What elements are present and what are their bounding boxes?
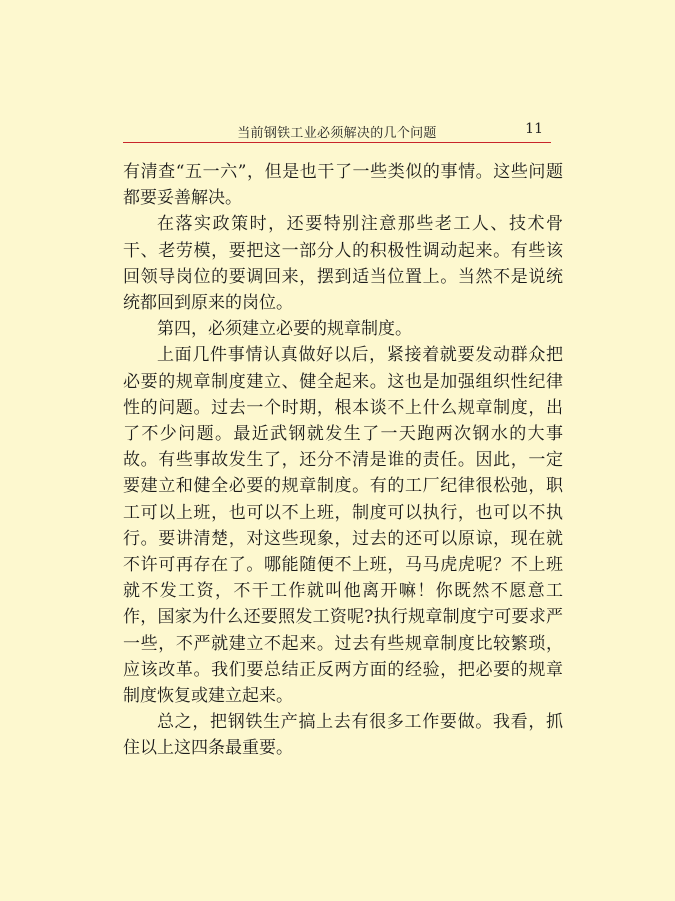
section-heading: 第四，必须建立必要的规章制度。 — [157, 319, 412, 340]
chapter-title: 当前钢铁工业必须解决的几个问题 — [237, 126, 437, 141]
paragraph: 上面几件事情认真做好以后，紧接着就要发动群众把必要的规章制度建立、健全起来。这也是加强组织性纪律性的问题。过去一个时期，根本谈不上什么规章制度，出了不少问题。最近武钢就发生了一天跑两次钢水的大事故。有些事故发生了，还分不清是谁的责任。因此，一定要建立和健全必要的规章制度。有的工厂纪律很松弛，职工可以上班，也可以不上班，制度可以执行，也可以不执行。要讲清楚，对这些现象，过去的还可以原谅，现在就不许可再存在了。哪能随便不上班，马马虎虎呢？不上班就不发工资，不干工作就叫他离开嘛！你既然不愿意工作，国家为什么还要照发工资呢?执行规章制度宁可要求严一些，不严就建立不起来。过去有些规章制度比较繁琐，应该改革。我们要总结正反两方面的经验，把必要的规章制度恢复或建立起来。 — [123, 345, 563, 707]
paragraph: 总之，把钢铁生产搞上去有很多工作要做。我看，抓住以上这四条最重要。 — [123, 712, 563, 759]
body-text — [123, 159, 563, 762]
paragraph: 有清查“五一六”，但是也干了一些类似的事情。这些问题都要妥善解决。 — [123, 162, 563, 209]
running-header — [123, 118, 551, 143]
page-number: 11 — [525, 121, 543, 137]
paragraph: 在落实政策时，还要特别注意那些老工人、技术骨干、老劳模，要把这一部分人的积极性调动起来。有些该回领导岗位的要调回来，摆到适当位置上。当然不是说统统都回到原来的岗位。 — [123, 214, 563, 314]
